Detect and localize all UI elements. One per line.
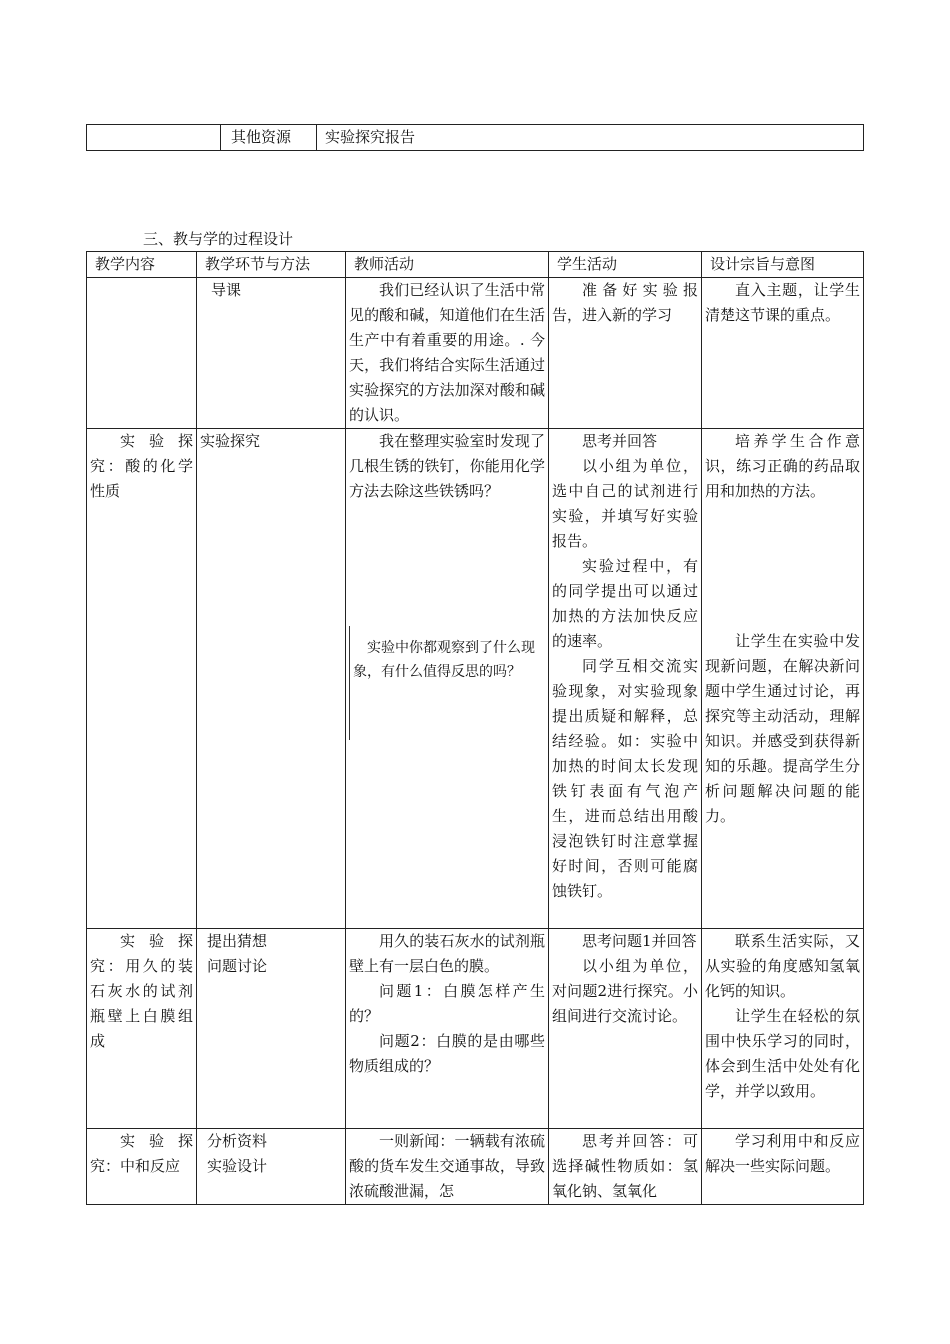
teacher-cell: 我们已经认识了生活中常见的酸和碱，知道他们在生活生产中有着重要的用途。. 今天，我们将结合实际生活通过实验探究的方法加深对酸和碱的认识。 — [346, 278, 549, 429]
teacher-paragraph: 用久的装石灰水的试剂瓶壁上有一层白色的膜。 — [349, 932, 545, 975]
student-paragraph: 思考问题1并回答 — [582, 932, 697, 950]
teacher-question-callout — [349, 626, 537, 740]
teacher-cell: 一则新闻：一辆载有浓硫酸的货车发生交通事故，导致浓硫酸泄漏，怎 — [346, 1129, 549, 1205]
method-text: 导课 — [211, 281, 242, 299]
column-header: 教学内容 — [87, 252, 197, 278]
method-line: 分析资料 — [207, 1132, 268, 1150]
column-header: 设计宗旨与意图 — [702, 252, 864, 278]
student-paragraph: 以小组为单位，对问题2进行探究。小组间进行交流讨论。 — [552, 957, 698, 1025]
teacher-paragraph: 问题2：白膜的是由哪些物质组成的？ — [349, 1032, 545, 1075]
intent-paragraph: 让学生在轻松的氛围中快乐学习的同时，体会到生活中处处有化学，并学以致用。 — [705, 1007, 860, 1100]
content-cell: 实验探究：中和反应 — [87, 1129, 197, 1205]
table-row — [87, 1129, 864, 1205]
resource-table — [86, 124, 864, 151]
method-cell: 实验探究 — [197, 429, 346, 929]
intent-paragraph: 培养学生合作意识，练习正确的药品取用和加热的方法。 — [705, 432, 860, 500]
student-paragraph: 以小组为单位，选中自己的试剂进行实验，并填写好实验报告。 — [552, 457, 698, 550]
intent-cell — [702, 429, 864, 929]
teacher-paragraph: 问题1：白膜怎样产生的？ — [349, 982, 545, 1025]
table-row — [87, 125, 864, 151]
student-paragraph: 实验过程中，有的同学提出可以通过加热的方法加快反应的速率。 — [552, 557, 698, 650]
student-paragraph: 思考并回答 — [582, 432, 658, 450]
table-row — [87, 929, 864, 1129]
intent-cell — [702, 929, 864, 1129]
teacher-cell — [346, 929, 549, 1129]
column-header: 学生活动 — [549, 252, 702, 278]
teacher-cell: 我在整理实验室时发现了几根生锈的铁钉，你能用化学方法去除这些铁锈吗？ — [346, 429, 549, 929]
table-header-row — [87, 252, 864, 278]
method-line: 问题讨论 — [207, 957, 268, 975]
content-cell: 实验探究：用久的装石灰水的试剂瓶壁上白膜组成 — [87, 929, 197, 1129]
resource-value: 实验探究报告 — [317, 125, 864, 151]
student-paragraph: 同学互相交流实验现象，对实验现象提出质疑和解释，总结经验。如：实验中加热的时间太长发现铁钉表面有气泡产生，进而总结出用酸浸泡铁钉时注意掌握好时间，否则可能腐蚀铁钉。 — [552, 657, 698, 900]
column-header: 教师活动 — [346, 252, 549, 278]
intent-paragraph: 联系生活实际，又从实验的角度感知氢氧化钙的知识。 — [705, 932, 860, 1000]
student-cell: 思考并回答：可选择碱性物质如：氢氧化钠、氢氧化 — [549, 1129, 702, 1205]
student-cell — [549, 429, 702, 929]
callout-text: 实验中你都观察到了什么现象，有什么值得反思的吗？ — [353, 640, 535, 680]
intent-cell: 直入主题，让学生清楚这节课的重点。 — [702, 278, 864, 429]
student-cell: 准备好实验报告，进入新的学习 — [549, 278, 702, 429]
resource-label: 其他资源 — [221, 125, 317, 151]
method-line: 实验设计 — [207, 1157, 268, 1175]
student-cell — [549, 929, 702, 1129]
method-cell — [197, 929, 346, 1129]
method-line: 提出猜想 — [207, 932, 268, 950]
column-header: 教学环节与方法 — [197, 252, 346, 278]
table-row — [87, 278, 864, 429]
section-heading: 三、教与学的过程设计 — [143, 230, 294, 248]
content-cell: 实验探究：酸的化学性质 — [87, 429, 197, 929]
method-cell — [197, 1129, 346, 1205]
intent-paragraph: 让学生在实验中发现新问题，在解决新问题中学生通过讨论，再探究等主动活动，理解知识。并感受到获得新知的乐趣。提高学生分析问题解决问题的能力。 — [705, 632, 860, 825]
table-cell — [87, 125, 221, 151]
intent-cell: 学习利用中和反应解决一些实际问题。 — [702, 1129, 864, 1205]
method-cell — [197, 278, 346, 429]
content-cell — [87, 278, 197, 429]
